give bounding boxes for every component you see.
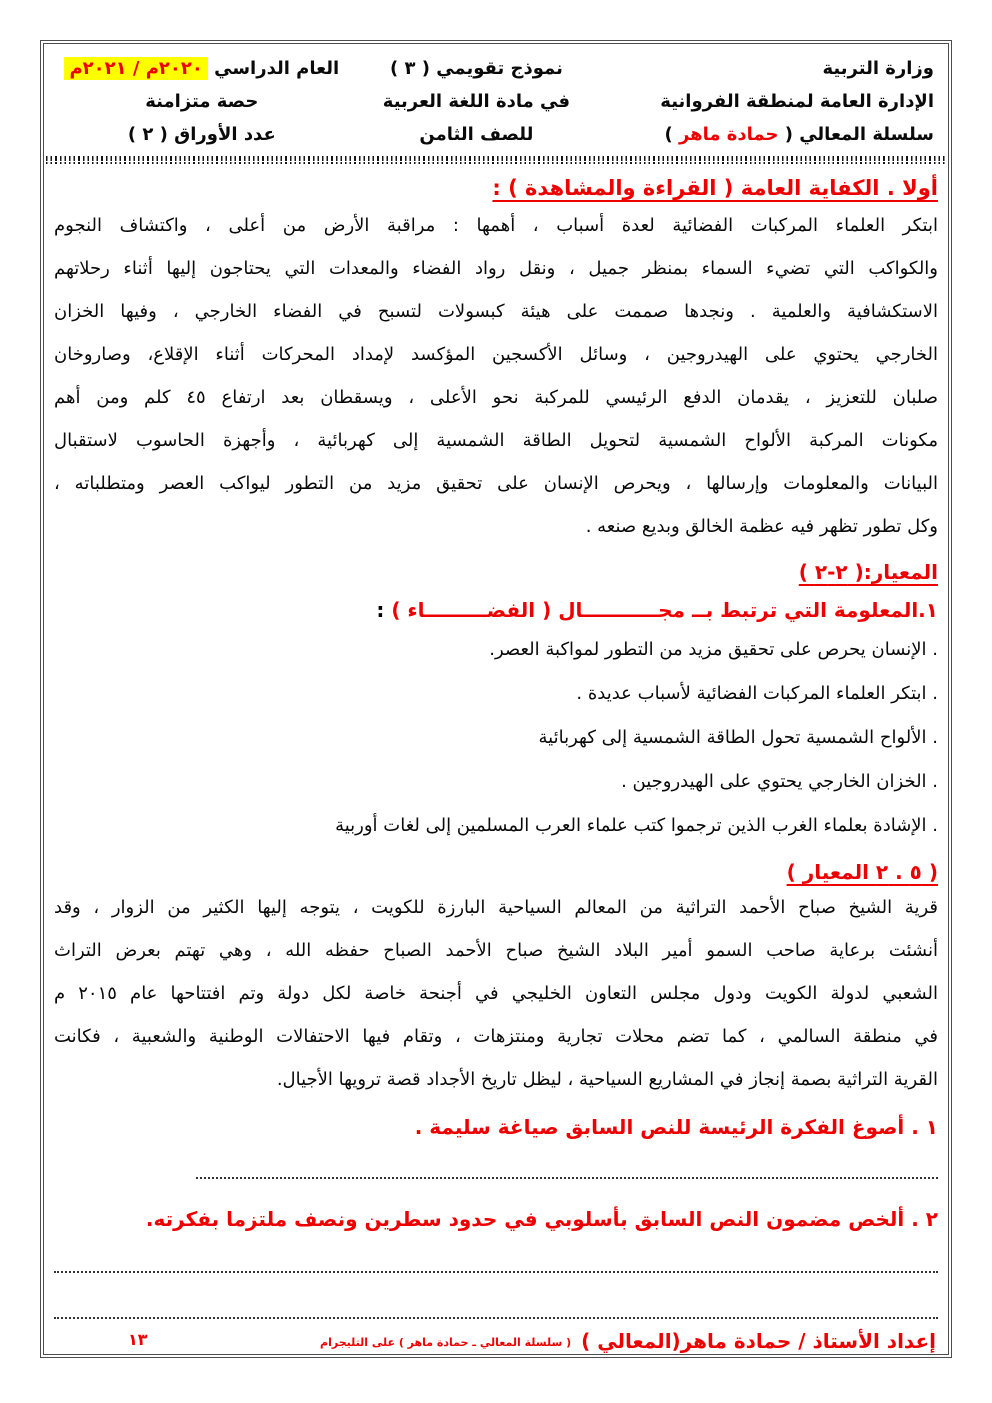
header-center-column [346, 52, 607, 151]
prepared-by-label: إعداد الأستاذ / حمادة ماهر(المعالي ) [581, 1329, 936, 1353]
header-right-column [607, 52, 934, 151]
academic-year-label [58, 52, 346, 85]
standard-5-2-label: ( ٥ . ٢ المعيار ) [786, 860, 938, 884]
grade-label: للصف الثامن [419, 124, 534, 145]
passage2-line: أنشئت برعاية صاحب السمو أمير البلاد الشيخ صباح الأحمد الصباح حفظه الله ، وهي تهتم بعرض التراث [54, 940, 938, 961]
series-suffix: ) [664, 124, 679, 145]
year-label-text: العام الدراسي [207, 58, 340, 79]
option-item: . الخزان الخارجي يحتوي على الهيدروجين . [621, 771, 938, 792]
model-title: نموذج تقويمي ( ٣ ) [389, 58, 563, 79]
year-highlight: ٢٠٢٠م / ٢٠٢١م [64, 57, 207, 80]
ministry-label: وزارة التربية [822, 58, 934, 79]
task1-label: ١ . أصوغ الفكرة الرئيسة للنص السابق صياغة سليمة . [414, 1115, 938, 1139]
passage1-line: البيانات والمعلومات وإرسالها ، ويحرص الإنسان على تحقيق مزيد من التطور ليواكب العصر ومتطلباته ، [54, 473, 938, 494]
passage1-line: ابتكر العلماء المركبات الفضائية لعدة أسباب ، أهمها : مراقبة الأرض من أعلى ، واكتشاف النجوم [54, 215, 938, 236]
session-label: حصة متزامنة [145, 91, 259, 112]
passage1-line: وكل تطور تظهر فيه عظمة الخالق وبديع صنعه . [585, 516, 938, 537]
passage1-line: مكونات المركبة الألواح الشمسية لتحويل الطاقة الشمسية إلى كهربائية ، وأجهزة الحاسوب لاستقبال [54, 430, 938, 451]
telegram-note: ( سلسلة المعالي ـ حمادة ماهر ) على التليجرام [320, 1336, 572, 1349]
passage2-line: في منطقة السالمي ، كما تضم محلات تجارية ومنتزهات ، وتقام فيها الاحتفالات الوطنية والشعبية ، فكانت [54, 1026, 938, 1047]
standard-2-2-label: المعيار:( ٢-٢ ) [798, 560, 938, 584]
answer-line-short [196, 1177, 938, 1179]
passage2-line: الشعبي لدولة الكويت ودول مجلس التعاون الخليجي في أجنحة خاصة لكل دولة وتم افتتاحها عام ٢٠١٥ م [54, 983, 938, 1004]
option-item: . ابتكر العلماء المركبات الفضائية لأسباب عديدة . [576, 683, 938, 704]
worksheet-page [40, 40, 952, 1358]
option-item: . الإشادة بعلماء الغرب الذين ترجموا كتب علماء العرب المسلمين إلى لغات أوربية [335, 815, 938, 836]
passage2-line: قرية الشيخ صباح الأحمد التراثية من المعالم السياحية البارزة للكويت ، يتوجه إليها الكثير من الزوار ، وقد [54, 897, 938, 918]
page-header [44, 44, 948, 153]
series-author-name: حمادة ماهر [678, 124, 779, 145]
question1-text: ١.المعلومة التي ترتبط بــ مجـــــــــــال ( الفضـــــــــاء ) [391, 598, 938, 622]
passage1-line: الخارجي يحتوي على الهيدروجين ، وسائل الأكسجين المؤكسد لإمداد المحركات أثناء الإقلاع، وصاروخان [54, 344, 938, 365]
passage1-line: صلبان للتعزيز ، يقدمان الدفع الرئيسي للمركبة نحو الأعلى ، ويسقطان بعد ارتفاع ٤٥ كلم ومن أهم [54, 387, 939, 408]
answer-line [54, 1271, 938, 1273]
section1-title: أولا . الكفاية العامة ( القراءة والمشاهدة ) : [492, 176, 938, 200]
task2-label: ٢ . ألخص مضمون النص السابق بأسلوبي في حدود سطرين ونصف ملتزما بفكرته. [145, 1207, 938, 1231]
question1-label [54, 592, 938, 628]
page-footer [56, 1328, 936, 1354]
directorate-label: الإدارة العامة لمنطقة الفروانية [660, 91, 934, 112]
passage1-line: الاستكشافية والعلمية . ونجدها صممت على هيئة كبسولات لتسبح في الفضاء الخارجي ، وفيها الخزان [54, 301, 938, 322]
page-content [44, 176, 948, 1319]
pages-count-label: عدد الأوراق ( ٢ ) [127, 124, 276, 145]
header-separator [46, 156, 946, 164]
subject-label: في مادة اللغة العربية [382, 91, 571, 112]
passage1-line: والكواكب التي تضيء السماء بمنظر جميل ، ونقل رواد الفضاء والمعدات التي يحتاجون إليها أثناء رحلاتهم [54, 258, 938, 279]
question1-colon: : [376, 598, 392, 622]
series-label [607, 118, 934, 151]
option-item: . الألواح الشمسية تحول الطاقة الشمسية إلى كهربائية [538, 727, 938, 748]
option-item: . الإنسان يحرص على تحقيق مزيد من التطور لمواكبة العصر. [489, 639, 938, 660]
header-left-column [58, 52, 346, 151]
page-number: ١٣ [128, 1330, 148, 1349]
passage2-line: القرية التراثية بصمة إنجاز في المشاريع السياحية ، ليظل تاريخ الأجداد قصة ترويها الأجيال. [276, 1069, 938, 1090]
series-prefix: سلسلة المعالي ( [778, 124, 934, 145]
answer-line [54, 1317, 938, 1319]
